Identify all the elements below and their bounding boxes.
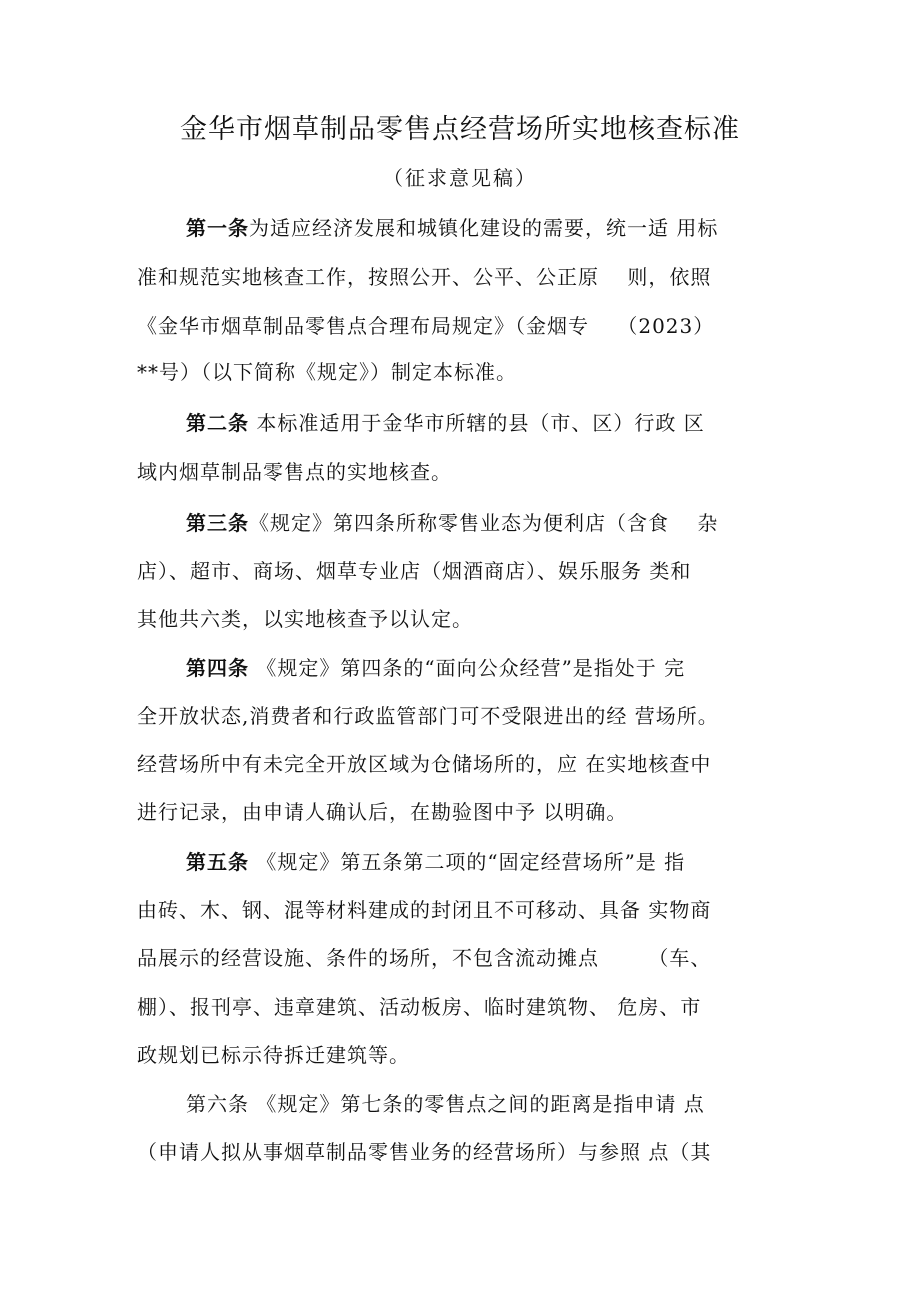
article-1-line-4: **号）（以下简称《规定》）制定本标准。 — [137, 360, 517, 384]
article-4-line-2: 全开放状态,消费者和行政监管部门可不受限进出的经 营场所。 — [137, 704, 719, 728]
article-2-line-2: 域内烟草制品零售点的实地核查。 — [137, 460, 452, 484]
article-6-line-1 — [186, 1087, 777, 1121]
article-label: 第五条 — [186, 850, 249, 874]
document-subtitle: （征求意见稿） — [383, 166, 537, 190]
article-label: 第四条 — [186, 656, 249, 680]
article-text: 为适应经济发展和城镇化建设的需要，统一适 用标 — [249, 216, 719, 240]
article-label: 第二条 — [186, 411, 249, 435]
document-title: 金华市烟草制品零售点经营场所实地核查标准 — [180, 114, 740, 145]
article-1-line-1 — [186, 211, 777, 245]
article-4-line-3: 经营场所中有未完全开放区域为仓储场所的，应 在实地核查中 — [137, 752, 712, 776]
article-5-line-5: 政规划已标示待拆迁建筑等。 — [137, 1043, 410, 1067]
article-5-line-2: 由砖、木、钢、混等材料建成的封闭且不可移动、具备 实物商 — [137, 898, 712, 922]
article-text: 本标准适用于金华市所辖的县（市、区）行政 区 — [249, 411, 705, 435]
article-text: 《规定》第四条所称零售业态为便利店（含食 杂 — [249, 511, 719, 535]
article-text: 《规定》第四条的“面向公众经营”是指处于 完 — [249, 656, 686, 680]
article-5-line-1 — [186, 845, 777, 879]
article-text: 《规定》第五条第二项的“固定经营场所”是 指 — [249, 850, 686, 874]
article-label: 第三条 — [186, 511, 249, 535]
article-1-line-2: 准和规范实地核查工作，按照公开、公平、公正原 则，依照 — [137, 265, 712, 289]
article-label: 第六条 — [186, 1092, 249, 1116]
article-1-line-3: 《金华市烟草制品零售点合理布局规定》（金烟专 （2023） — [137, 314, 715, 338]
article-3-line-2: 店）、超市、商场、烟草专业店（烟酒商店）、娱乐服务 类和 — [137, 559, 692, 583]
article-4-line-4: 进行记录，由申请人确认后，在勘验图中予 以明确。 — [137, 800, 628, 824]
article-text: 《规定》第七条的零售点之间的距离是指申请 点 — [249, 1092, 705, 1116]
article-6-line-2: （申请人拟从事烟草制品零售业务的经营场所）与参照 点（其 — [137, 1140, 712, 1164]
article-5-line-4: 棚）、报刊亭、违章建筑、活动板房、临时建筑物、 危房、市 — [137, 995, 702, 1019]
article-3-line-1 — [186, 506, 777, 540]
article-4-line-1 — [186, 651, 777, 685]
article-3-line-3: 其他共六类，以实地核查予以认定。 — [137, 607, 473, 631]
article-label: 第一条 — [186, 216, 249, 240]
article-5-line-3: 品展示的经营设施、条件的场所，不包含流动摊点 （车、 — [137, 946, 712, 970]
article-2-line-1 — [186, 406, 777, 440]
